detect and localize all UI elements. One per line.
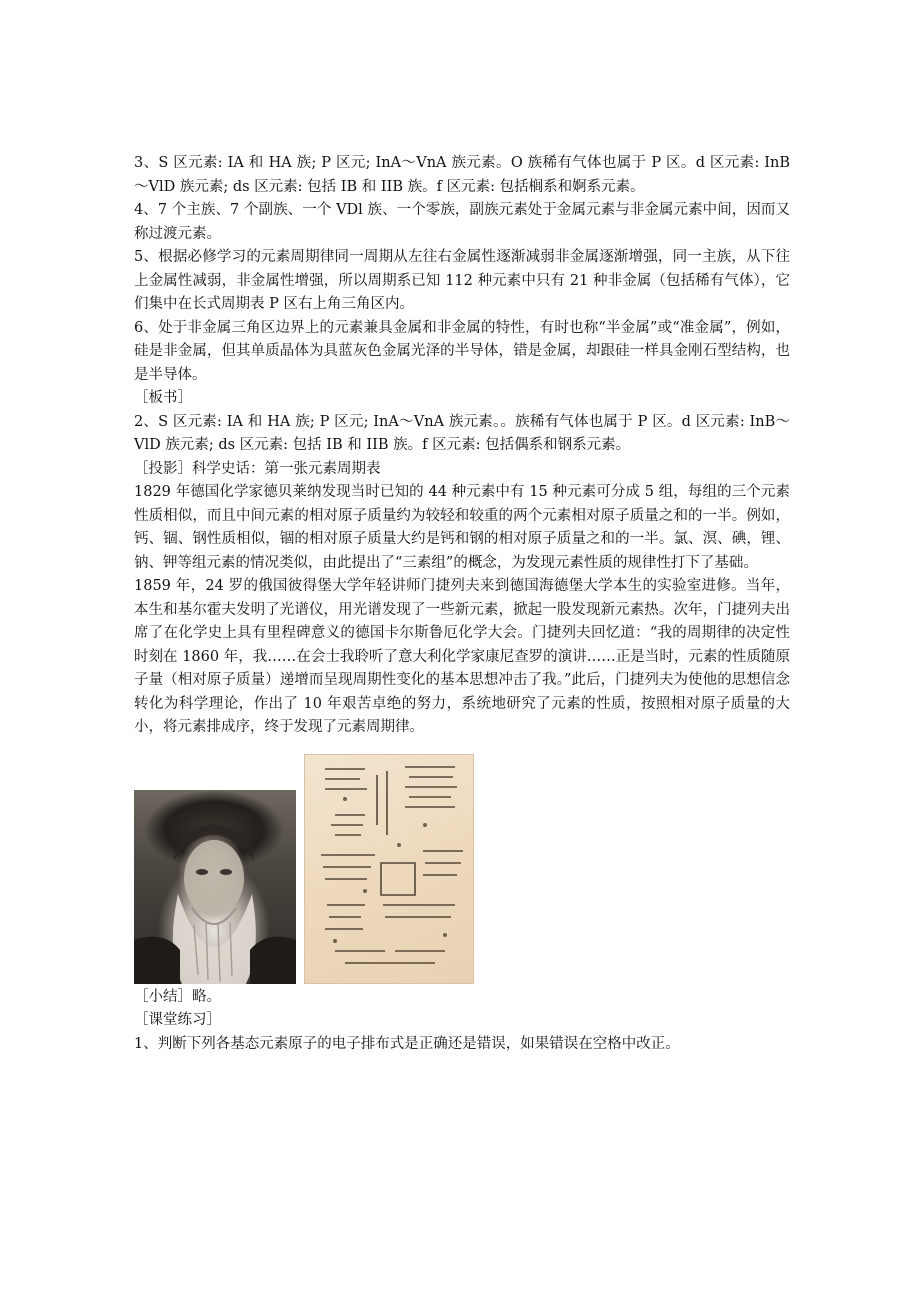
paragraph-groups: 4、7 个主族、7 个副族、一个 VDl 族、一个零族，副族元素处于金属元素与非金属元素中间，因而又称过渡元素。: [134, 202, 790, 242]
heading-blackboard: ［板书］: [134, 390, 192, 406]
paragraph-s-block: 3、S 区元素: IA 和 HA 族; P 区元; InA～VnA 族元素。O 族稀有气体也属于 P 区。d 区元素: InB～VlD 族元素; ds 区元素: 包括 IB 和 IIB 族。f 区元素: 包括榈系和婀系元素。: [134, 155, 790, 195]
mendeleev-portrait-image: [134, 790, 296, 984]
heading-summary: ［小结］略。: [134, 988, 221, 1005]
heading-projection: ［投影］科学史话：第一张元素周期表: [134, 460, 381, 477]
heading-classroom-exercise: ［课堂练习］: [134, 1012, 221, 1028]
paragraph-blackboard-content: 2、S 区元素: IA 和 HA 族; P 区元; InA～VnA 族元素。。族稀有气体也属于 P 区。d 区元素: InB～VlD 族元素; ds 区元素: 包括 IB 和 IIB 族。f 区元素: 包括偶系和钢系元素。: [134, 413, 790, 453]
figure-row: [134, 754, 790, 986]
paragraph-mendeleev: 1859 年，24 罗的俄国彼得堡大学年轻讲师门捷列夫来到德国海德堡大学本生的实验室进修。当年，本生和基尔霍夫发明了光谱仪，用光谱发现了一些新元素，掀起一股发现新元素热。次年，门捷列夫出席了在化学史上具有里程碑意义的德国卡尔斯鲁厄化学大会。门捷列夫回忆道：“我的周期律的决定性时刻在 1860 年，我……在会士我聆听了意大利化学家康尼查罗的演讲……正是当时，元素的性质随原子量（相对原子质量）递增而呈现周期性变化的基本思想冲击了我。”此后，门捷列夫为使他的思想信念转化为科学理论，作出了 10 年艰苦卓绝的努力，系统地研究了元素的性质，按照相对原子质量的大小，将元素排成序，终于发现了元素周期律。: [134, 578, 790, 735]
paragraph-exercise-1: 1、判断下列各基态元素原子的电子排布式是正确还是错误，如果错误在空格中改正。: [134, 1035, 680, 1052]
paragraph-dobereiner: 1829 年德国化学家德贝莱纳发现当时已知的 44 种元素中有 15 种元素可分成 5 组，每组的三个元素性质相似，而且中间元素的相对原子质量约为较轻和较重的两个元素相对原子质量之和的一半。例如，钙、锢、钢性质相似，锢的相对原子质量大约是钙和钢的相对原子质量之和的一半。氯、溟、碘，锂、钠、钾等组元素的情况类似，由此提出了“三素组”的概念，为发现元素性质的规律性打下了基础。: [134, 484, 790, 571]
paragraph-semimetals: 6、处于非金属三角区边界上的元素兼具金属和非金属的特性，有时也称“半金属”或“准金属”，例如，硅是非金属，但其单质晶体为具蓝灰色金属光泽的半导体，错是金属，却跟硅一样具金刚石型结构，也是半导体。: [134, 319, 790, 383]
document-body: [134, 152, 790, 1056]
paragraph-periodic-law: 5、根据必修学习的元素周期律同一周期从左往右金属性逐渐减弱非金属逐渐增强，同一主族，从下往上金属性减弱，非金属性增强，所以周期系已知 112 种元素中只有 21 种非金属（包括稀有气体），它们集中在长式周期表 P 区右上角三角区内。: [134, 249, 790, 312]
first-periodic-table-manuscript-image: [304, 754, 474, 984]
